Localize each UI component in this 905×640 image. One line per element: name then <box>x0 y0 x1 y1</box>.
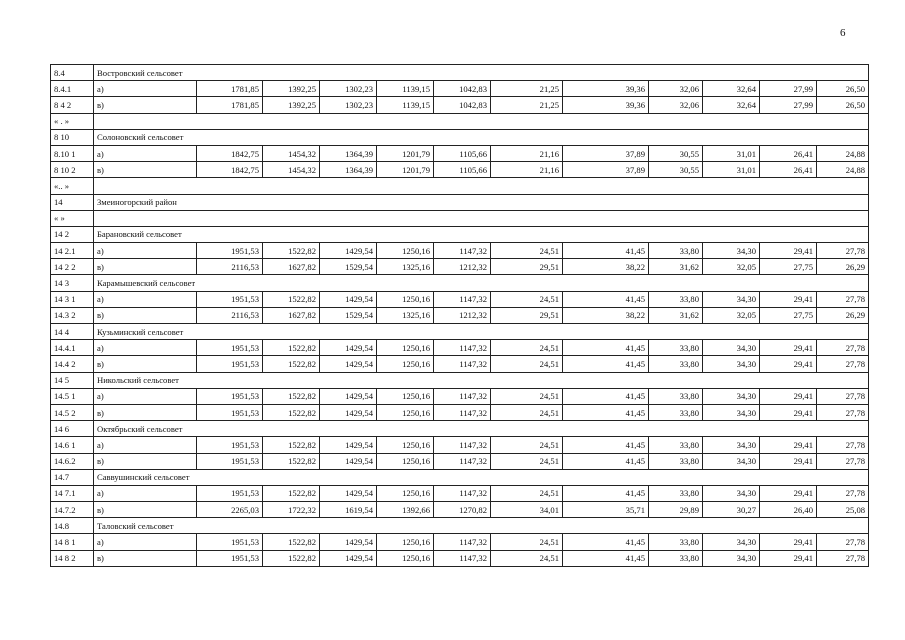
value-cell: 26,50 <box>817 97 869 113</box>
value-cell: 34,30 <box>703 453 760 469</box>
value-cell: 1364,39 <box>320 162 377 178</box>
value-cell: 31,62 <box>649 307 703 323</box>
section-title: Кузьминский сельсовет <box>94 324 869 340</box>
value-cell: 27,78 <box>817 550 869 566</box>
value-cell: 21,16 <box>491 162 563 178</box>
value-cell: 1522,82 <box>263 388 320 404</box>
section-row <box>51 210 869 226</box>
section-row <box>51 518 869 534</box>
value-cell: 27,78 <box>817 340 869 356</box>
row-code: 14 2.1 <box>51 243 94 259</box>
value-cell: 34,30 <box>703 340 760 356</box>
row-sub-label: в) <box>94 502 197 518</box>
value-cell: 1429,54 <box>320 243 377 259</box>
value-cell: 1781,85 <box>197 81 263 97</box>
value-cell: 33,80 <box>649 437 703 453</box>
value-cell: 1951,53 <box>197 388 263 404</box>
row-code: 14 8 2 <box>51 550 94 566</box>
value-cell: 27,78 <box>817 534 869 550</box>
value-cell: 1302,23 <box>320 97 377 113</box>
value-cell: 1429,54 <box>320 485 377 501</box>
value-cell: 1619,54 <box>320 502 377 518</box>
value-cell: 1270,82 <box>434 502 491 518</box>
value-cell: 33,80 <box>649 388 703 404</box>
value-cell: 1250,16 <box>377 388 434 404</box>
value-cell: 1250,16 <box>377 534 434 550</box>
value-cell: 1250,16 <box>377 243 434 259</box>
value-cell: 1951,53 <box>197 243 263 259</box>
row-code: 8.10 1 <box>51 145 94 161</box>
value-cell: 41,45 <box>563 453 649 469</box>
value-cell: 29,41 <box>760 388 817 404</box>
value-cell: 1212,32 <box>434 307 491 323</box>
value-cell: 1147,32 <box>434 453 491 469</box>
row-code: 8 4 2 <box>51 97 94 113</box>
value-cell: 29,89 <box>649 502 703 518</box>
value-cell: 24,51 <box>491 404 563 420</box>
value-cell: 1842,75 <box>197 145 263 161</box>
section-row <box>51 324 869 340</box>
value-cell: 26,40 <box>760 502 817 518</box>
section-row <box>51 469 869 485</box>
value-cell: 21,25 <box>491 81 563 97</box>
value-cell: 32,06 <box>649 81 703 97</box>
section-title: Барановский сельсовет <box>94 226 869 242</box>
value-cell: 1250,16 <box>377 356 434 372</box>
value-cell: 34,30 <box>703 243 760 259</box>
row-sub-label: в) <box>94 307 197 323</box>
value-cell: 1722,32 <box>263 502 320 518</box>
value-cell: 1529,54 <box>320 307 377 323</box>
value-cell: 1522,82 <box>263 404 320 420</box>
value-cell: 41,45 <box>563 534 649 550</box>
value-cell: 1147,32 <box>434 340 491 356</box>
section-row <box>51 421 869 437</box>
table-row <box>51 243 869 259</box>
value-cell: 1302,23 <box>320 81 377 97</box>
value-cell: 26,29 <box>817 307 869 323</box>
row-sub-label: а) <box>94 243 197 259</box>
value-cell: 1522,82 <box>263 485 320 501</box>
row-code: 14 5 <box>51 372 94 388</box>
value-cell: 24,51 <box>491 550 563 566</box>
value-cell: 1429,54 <box>320 453 377 469</box>
row-sub-label: а) <box>94 81 197 97</box>
row-code: 14.6 1 <box>51 437 94 453</box>
value-cell: 1250,16 <box>377 340 434 356</box>
value-cell: 1201,79 <box>377 162 434 178</box>
row-sub-label: в) <box>94 97 197 113</box>
value-cell: 41,45 <box>563 550 649 566</box>
table-row <box>51 534 869 550</box>
value-cell: 1364,39 <box>320 145 377 161</box>
value-cell: 1951,53 <box>197 485 263 501</box>
row-code: 14 2 2 <box>51 259 94 275</box>
table-row <box>51 404 869 420</box>
value-cell: 1250,16 <box>377 453 434 469</box>
table-row <box>51 485 869 501</box>
value-cell: 27,99 <box>760 81 817 97</box>
section-title: Октябрьский сельсовет <box>94 421 869 437</box>
value-cell: 1250,16 <box>377 437 434 453</box>
value-cell: 1147,32 <box>434 550 491 566</box>
value-cell: 1139,15 <box>377 81 434 97</box>
section-title: Карамышевский сельсовет <box>94 275 869 291</box>
value-cell: 1454,32 <box>263 145 320 161</box>
row-sub-label: а) <box>94 291 197 307</box>
value-cell: 27,78 <box>817 404 869 420</box>
row-code: « » <box>51 210 94 226</box>
row-sub-label: а) <box>94 388 197 404</box>
value-cell: 38,22 <box>563 259 649 275</box>
value-cell: 1429,54 <box>320 404 377 420</box>
section-title: Никольский сельсовет <box>94 372 869 388</box>
row-sub-label: а) <box>94 340 197 356</box>
value-cell: 41,45 <box>563 356 649 372</box>
value-cell: 27,78 <box>817 243 869 259</box>
value-cell: 26,41 <box>760 145 817 161</box>
value-cell: 29,41 <box>760 340 817 356</box>
table-row <box>51 81 869 97</box>
value-cell: 1429,54 <box>320 437 377 453</box>
value-cell: 32,05 <box>703 307 760 323</box>
section-title: Солоновский сельсовет <box>94 129 869 145</box>
value-cell: 1454,32 <box>263 162 320 178</box>
value-cell: 33,80 <box>649 404 703 420</box>
value-cell: 1627,82 <box>263 307 320 323</box>
value-cell: 1522,82 <box>263 291 320 307</box>
value-cell: 1201,79 <box>377 145 434 161</box>
value-cell: 1250,16 <box>377 291 434 307</box>
value-cell: 1105,66 <box>434 145 491 161</box>
row-sub-label: а) <box>94 437 197 453</box>
value-cell: 41,45 <box>563 388 649 404</box>
section-title <box>94 113 869 129</box>
value-cell: 1429,54 <box>320 340 377 356</box>
row-sub-label: а) <box>94 534 197 550</box>
section-row <box>51 275 869 291</box>
value-cell: 2265,03 <box>197 502 263 518</box>
row-sub-label: в) <box>94 356 197 372</box>
value-cell: 1147,32 <box>434 291 491 307</box>
value-cell: 24,51 <box>491 485 563 501</box>
table-row <box>51 259 869 275</box>
value-cell: 29,41 <box>760 291 817 307</box>
section-row <box>51 129 869 145</box>
row-code: 14.5 2 <box>51 404 94 420</box>
value-cell: 1147,32 <box>434 356 491 372</box>
row-code: 14.7 <box>51 469 94 485</box>
value-cell: 1951,53 <box>197 453 263 469</box>
value-cell: 39,36 <box>563 81 649 97</box>
table-row <box>51 388 869 404</box>
value-cell: 24,51 <box>491 388 563 404</box>
value-cell: 27,78 <box>817 356 869 372</box>
value-cell: 26,50 <box>817 81 869 97</box>
value-cell: 1951,53 <box>197 534 263 550</box>
row-code: 14 4 <box>51 324 94 340</box>
value-cell: 34,30 <box>703 550 760 566</box>
value-cell: 1392,25 <box>263 81 320 97</box>
value-cell: 1325,16 <box>377 307 434 323</box>
value-cell: 24,51 <box>491 356 563 372</box>
value-cell: 1147,32 <box>434 485 491 501</box>
value-cell: 37,89 <box>563 145 649 161</box>
value-cell: 1147,32 <box>434 404 491 420</box>
value-cell: 24,51 <box>491 340 563 356</box>
page-number: 6 <box>840 27 846 39</box>
section-row <box>51 194 869 210</box>
value-cell: 1042,83 <box>434 97 491 113</box>
row-code: 14 2 <box>51 226 94 242</box>
row-sub-label: в) <box>94 162 197 178</box>
value-cell: 1522,82 <box>263 356 320 372</box>
value-cell: 27,99 <box>760 97 817 113</box>
tariff-table <box>50 64 869 567</box>
value-cell: 31,62 <box>649 259 703 275</box>
value-cell: 34,30 <box>703 534 760 550</box>
value-cell: 29,51 <box>491 259 563 275</box>
value-cell: 1951,53 <box>197 291 263 307</box>
value-cell: 34,30 <box>703 485 760 501</box>
value-cell: 29,41 <box>760 453 817 469</box>
row-code: 14 <box>51 194 94 210</box>
value-cell: 24,51 <box>491 534 563 550</box>
table-row <box>51 340 869 356</box>
value-cell: 33,80 <box>649 550 703 566</box>
table-row <box>51 453 869 469</box>
row-code: 14 6 <box>51 421 94 437</box>
value-cell: 32,64 <box>703 81 760 97</box>
value-cell: 34,30 <box>703 404 760 420</box>
row-code: 8.4.1 <box>51 81 94 97</box>
value-cell: 35,71 <box>563 502 649 518</box>
value-cell: 2116,53 <box>197 307 263 323</box>
value-cell: 31,01 <box>703 145 760 161</box>
value-cell: 34,30 <box>703 356 760 372</box>
table-row <box>51 502 869 518</box>
row-code: 14 3 <box>51 275 94 291</box>
row-code: 8 10 2 <box>51 162 94 178</box>
row-code: 14.8 <box>51 518 94 534</box>
value-cell: 1781,85 <box>197 97 263 113</box>
row-sub-label: а) <box>94 485 197 501</box>
value-cell: 32,64 <box>703 97 760 113</box>
row-code: 14.4 2 <box>51 356 94 372</box>
value-cell: 29,41 <box>760 243 817 259</box>
row-code: « . » <box>51 113 94 129</box>
value-cell: 1325,16 <box>377 259 434 275</box>
value-cell: 27,78 <box>817 437 869 453</box>
value-cell: 26,41 <box>760 162 817 178</box>
section-row <box>51 372 869 388</box>
value-cell: 29,41 <box>760 356 817 372</box>
value-cell: 1250,16 <box>377 485 434 501</box>
row-sub-label: в) <box>94 550 197 566</box>
value-cell: 41,45 <box>563 404 649 420</box>
value-cell: 29,41 <box>760 404 817 420</box>
section-row <box>51 65 869 81</box>
value-cell: 1951,53 <box>197 437 263 453</box>
value-cell: 1392,66 <box>377 502 434 518</box>
value-cell: 39,36 <box>563 97 649 113</box>
value-cell: 33,80 <box>649 356 703 372</box>
value-cell: 29,41 <box>760 437 817 453</box>
value-cell: 1529,54 <box>320 259 377 275</box>
value-cell: 1250,16 <box>377 404 434 420</box>
value-cell: 33,80 <box>649 340 703 356</box>
value-cell: 33,80 <box>649 534 703 550</box>
value-cell: 1212,32 <box>434 259 491 275</box>
row-code: 14 7.1 <box>51 485 94 501</box>
value-cell: 27,75 <box>760 259 817 275</box>
value-cell: 29,51 <box>491 307 563 323</box>
value-cell: 41,45 <box>563 437 649 453</box>
section-title: Таловский сельсовет <box>94 518 869 534</box>
value-cell: 1627,82 <box>263 259 320 275</box>
section-title: Востровский сельсовет <box>94 65 869 81</box>
value-cell: 32,05 <box>703 259 760 275</box>
row-code: 14 3 1 <box>51 291 94 307</box>
section-row <box>51 226 869 242</box>
row-code: 14 8 1 <box>51 534 94 550</box>
section-title <box>94 210 869 226</box>
value-cell: 24,88 <box>817 162 869 178</box>
value-cell: 34,30 <box>703 388 760 404</box>
table-row <box>51 162 869 178</box>
value-cell: 32,06 <box>649 97 703 113</box>
value-cell: 27,75 <box>760 307 817 323</box>
row-sub-label: а) <box>94 145 197 161</box>
value-cell: 25,08 <box>817 502 869 518</box>
value-cell: 29,41 <box>760 485 817 501</box>
table-row <box>51 307 869 323</box>
row-code: 8 10 <box>51 129 94 145</box>
value-cell: 21,16 <box>491 145 563 161</box>
table-row <box>51 291 869 307</box>
value-cell: 33,80 <box>649 291 703 307</box>
value-cell: 1951,53 <box>197 340 263 356</box>
row-code: 14.7.2 <box>51 502 94 518</box>
table-row <box>51 356 869 372</box>
section-row <box>51 113 869 129</box>
table-row <box>51 437 869 453</box>
value-cell: 1951,53 <box>197 550 263 566</box>
value-cell: 24,51 <box>491 437 563 453</box>
value-cell: 1139,15 <box>377 97 434 113</box>
value-cell: 27,78 <box>817 388 869 404</box>
section-title: Змеиногорский район <box>94 194 869 210</box>
value-cell: 30,55 <box>649 145 703 161</box>
value-cell: 34,01 <box>491 502 563 518</box>
value-cell: 27,78 <box>817 291 869 307</box>
value-cell: 41,45 <box>563 340 649 356</box>
value-cell: 26,29 <box>817 259 869 275</box>
value-cell: 1522,82 <box>263 437 320 453</box>
row-sub-label: в) <box>94 453 197 469</box>
table-row <box>51 97 869 113</box>
value-cell: 1105,66 <box>434 162 491 178</box>
value-cell: 29,41 <box>760 534 817 550</box>
value-cell: 1147,32 <box>434 243 491 259</box>
value-cell: 1522,82 <box>263 550 320 566</box>
table-body <box>51 65 869 567</box>
value-cell: 24,51 <box>491 291 563 307</box>
section-row <box>51 178 869 194</box>
table-row <box>51 145 869 161</box>
value-cell: 1429,54 <box>320 534 377 550</box>
value-cell: 1250,16 <box>377 550 434 566</box>
value-cell: 33,80 <box>649 485 703 501</box>
value-cell: 21,25 <box>491 97 563 113</box>
value-cell: 1147,32 <box>434 437 491 453</box>
value-cell: 41,45 <box>563 485 649 501</box>
value-cell: 30,27 <box>703 502 760 518</box>
value-cell: 1522,82 <box>263 243 320 259</box>
row-sub-label: в) <box>94 404 197 420</box>
value-cell: 1429,54 <box>320 291 377 307</box>
value-cell: 33,80 <box>649 243 703 259</box>
value-cell: 33,80 <box>649 453 703 469</box>
value-cell: 1522,82 <box>263 453 320 469</box>
value-cell: 24,51 <box>491 453 563 469</box>
value-cell: 1429,54 <box>320 356 377 372</box>
row-code: 14.4.1 <box>51 340 94 356</box>
value-cell: 1042,83 <box>434 81 491 97</box>
value-cell: 1951,53 <box>197 404 263 420</box>
row-code: 14.5 1 <box>51 388 94 404</box>
value-cell: 1522,82 <box>263 340 320 356</box>
value-cell: 1429,54 <box>320 550 377 566</box>
row-code: 14.3 2 <box>51 307 94 323</box>
table-row <box>51 550 869 566</box>
value-cell: 24,88 <box>817 145 869 161</box>
value-cell: 2116,53 <box>197 259 263 275</box>
value-cell: 34,30 <box>703 437 760 453</box>
value-cell: 1951,53 <box>197 356 263 372</box>
value-cell: 34,30 <box>703 291 760 307</box>
row-sub-label: в) <box>94 259 197 275</box>
row-code: 14.6.2 <box>51 453 94 469</box>
value-cell: 1429,54 <box>320 388 377 404</box>
value-cell: 27,78 <box>817 453 869 469</box>
value-cell: 30,55 <box>649 162 703 178</box>
value-cell: 41,45 <box>563 291 649 307</box>
value-cell: 1842,75 <box>197 162 263 178</box>
row-code: 8.4 <box>51 65 94 81</box>
value-cell: 41,45 <box>563 243 649 259</box>
row-code: «.. » <box>51 178 94 194</box>
value-cell: 1392,25 <box>263 97 320 113</box>
value-cell: 1522,82 <box>263 534 320 550</box>
value-cell: 1147,32 <box>434 388 491 404</box>
value-cell: 27,78 <box>817 485 869 501</box>
value-cell: 29,41 <box>760 550 817 566</box>
value-cell: 24,51 <box>491 243 563 259</box>
value-cell: 38,22 <box>563 307 649 323</box>
section-title <box>94 178 869 194</box>
value-cell: 31,01 <box>703 162 760 178</box>
value-cell: 1147,32 <box>434 534 491 550</box>
value-cell: 37,89 <box>563 162 649 178</box>
section-title: Саввушинский сельсовет <box>94 469 869 485</box>
